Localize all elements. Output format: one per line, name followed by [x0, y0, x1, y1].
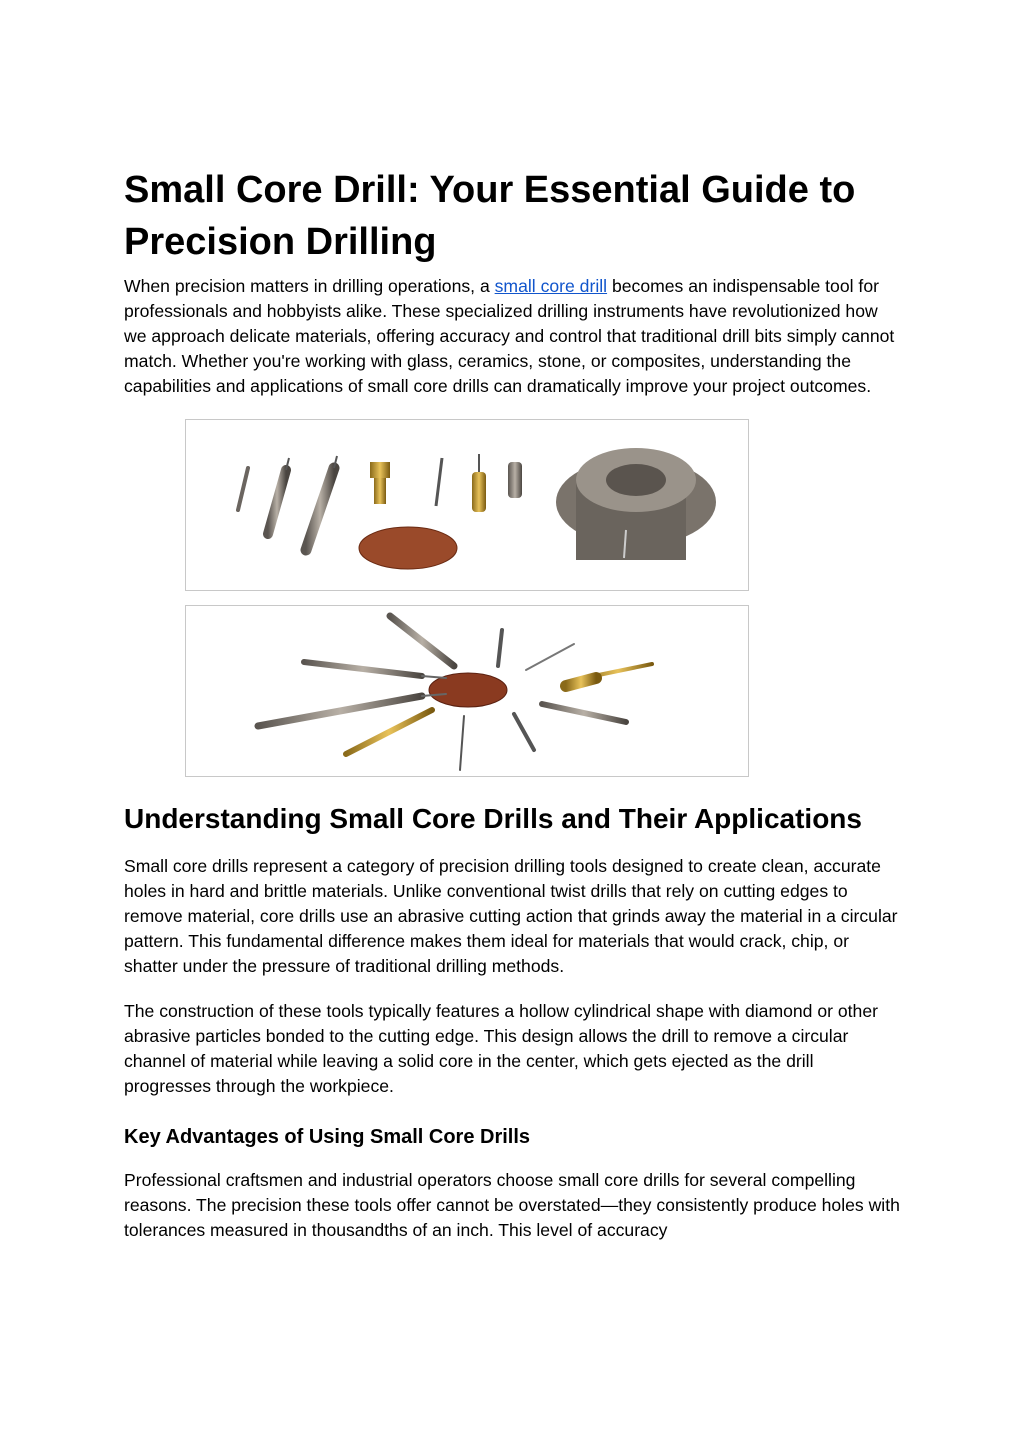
core-drill-holder [556, 448, 716, 560]
section-heading-advantages: Key Advantages of Using Small Core Drills [124, 1126, 531, 1148]
body-paragraph: The construction of these tools typically features a hollow cylindrical shape with diamond or other abrasive particles bonded to the cutting edge. This design allows the drill to remove a circular channel of material while leaving a solid core in the center, which gets ejected as the drill progresses through the workpiece. [124, 1001, 878, 1096]
intro-text-end: becomes an indispensable tool for professionals and hobbyists alike. These specialized drilling instruments have revolutionized how we approach delicate materials, offering accuracy and control that traditional drill bits simply cannot match. Whether you're working with glass, ceramics, stone, or composites, understanding the capabilities and applications of small core drills can dramatically improve your project outcomes. [124, 276, 895, 396]
penny [359, 527, 457, 569]
intro-paragraph [124, 274, 904, 399]
drill-bits-photo-2 [185, 605, 749, 777]
document-body [124, 164, 904, 1243]
intro-text-start: When precision matters in drilling operations, a [124, 276, 495, 296]
body-paragraph: Small core drills represent a category of precision drilling tools designed to create clean, accurate holes in hard and brittle materials. Unlike conventional twist drills that rely on cutting edges to remove material, core drills use an abrasive cutting action that grinds away the material in a circular pattern. This fundamental difference makes them ideal for materials that would crack, chip, or shatter under the pressure of traditional drilling methods. [124, 856, 898, 976]
small-core-drill-link[interactable]: small core drill [494, 276, 608, 296]
page-title: Small Core Drill: Your Essential Guide to Precision Drilling [124, 169, 856, 263]
drill-bits-photo-1 [185, 419, 749, 591]
body-paragraph: Professional craftsmen and industrial operators choose small core drills for several compelling reasons. The precision these tools offer cannot be overstated—they consistently produce holes with tolerances measured in thousandths of an inch. This level of accuracy [124, 1170, 900, 1240]
section-heading-understanding: Understanding Small Core Drills and Their Applications [124, 803, 862, 834]
